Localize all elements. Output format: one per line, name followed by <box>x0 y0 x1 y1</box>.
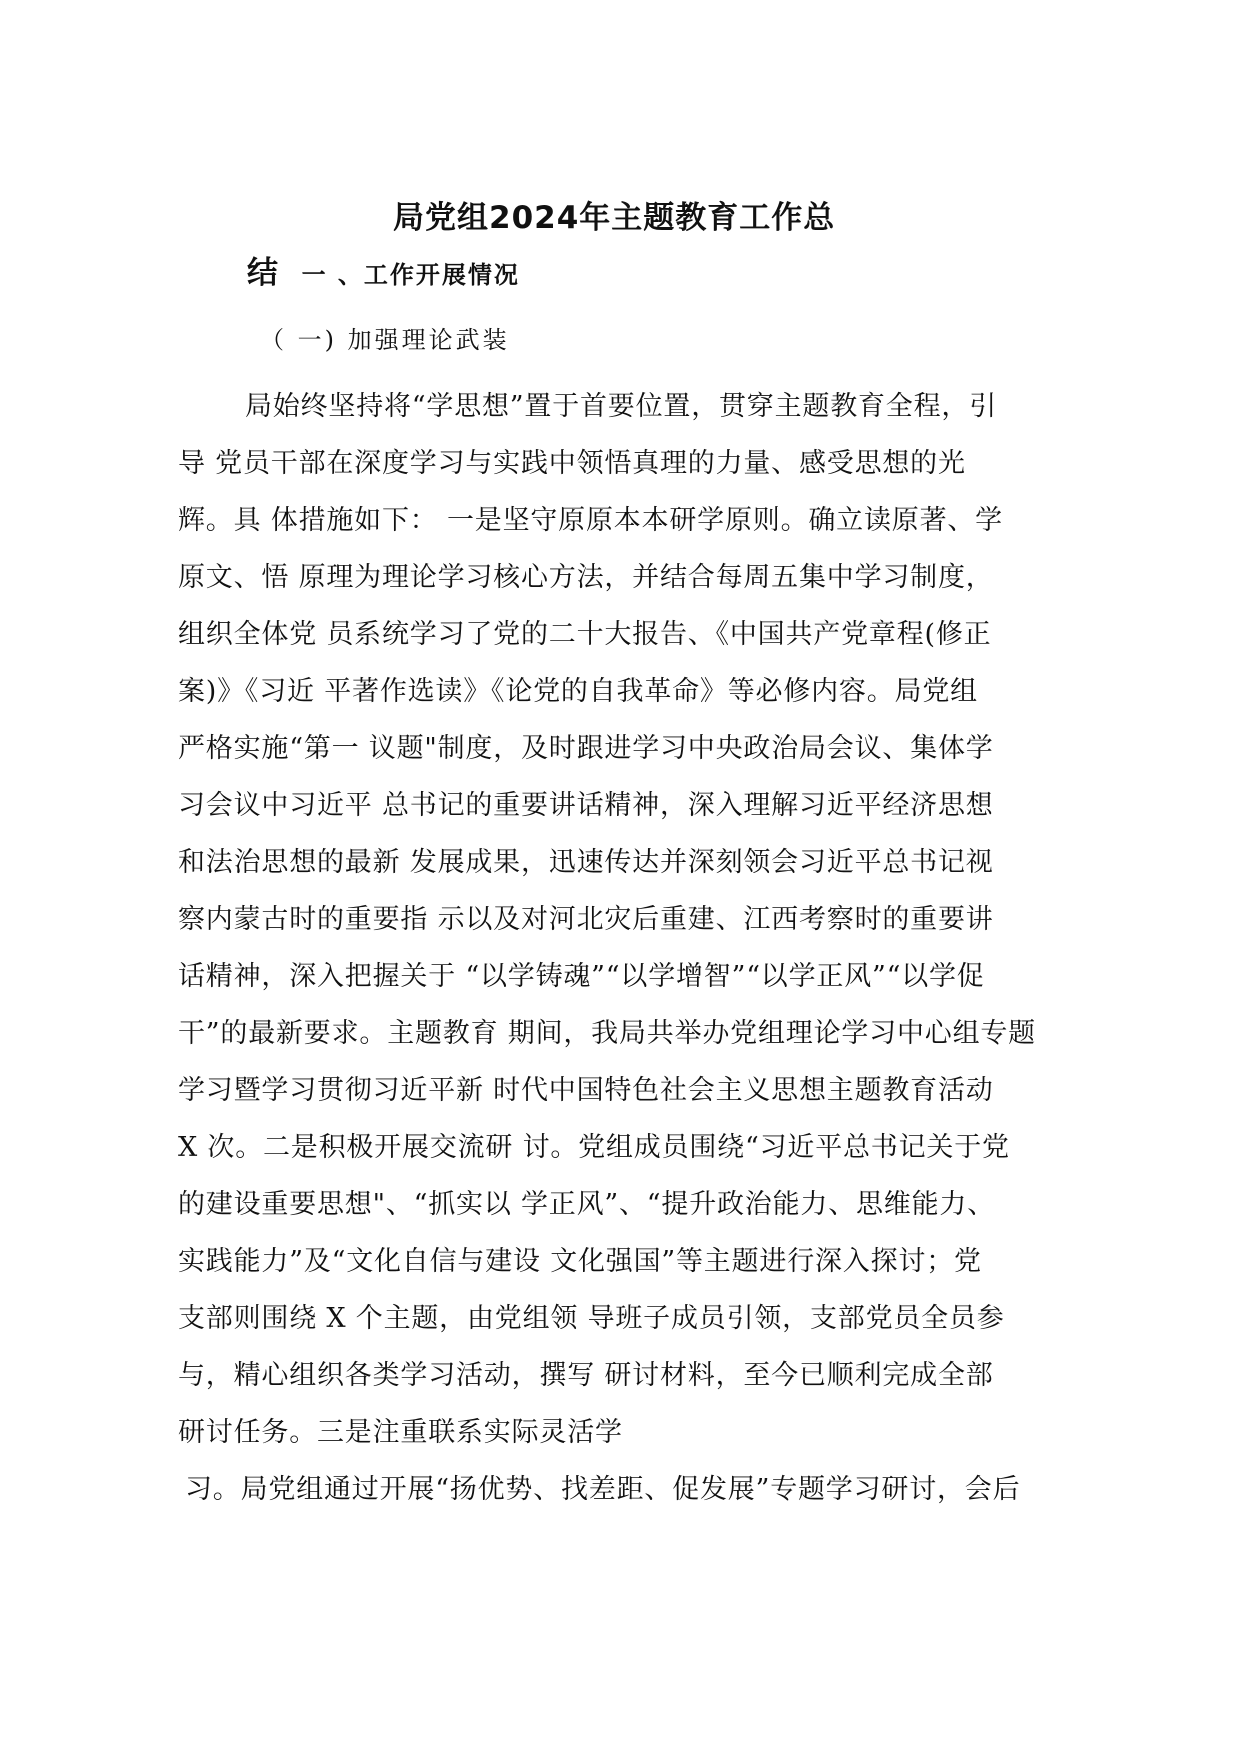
body-line: 的建设重要思想"、“抓实以 学正风”、“提升政治能力、思维能力、 <box>178 1189 996 1220</box>
document-title-continuation: 结 <box>247 255 278 291</box>
section-heading: 一 、工作开展情况 <box>301 261 520 289</box>
subsection-heading: （ 一) 加强理论武装 <box>260 326 510 354</box>
body-line: 察内蒙古时的重要指 示以及对河北灾后重建、江西考察时的重要讲 <box>178 904 994 935</box>
body-line: X 次。二是积极开展交流研 讨。党组成员围绕“习近平总书记关于党 <box>178 1132 1010 1163</box>
body-line: 和法治思想的最新 发展成果，迅速传达并深刻领会习近平总书记视 <box>178 847 994 878</box>
body-line: 导 党员干部在深度学习与实践中领悟真理的力量、感受思想的光 <box>178 448 966 479</box>
body-line: 原文、悟 原理为理论学习核心方法，并结合每周五集中学习制度， <box>178 562 994 593</box>
body-line: 组织全体党 员系统学习了党的二十大报告、《中国共产党章程(修正 <box>178 619 992 650</box>
body-line: 习会议中习近平 总书记的重要讲话精神，深入理解习近平经济思想 <box>178 790 994 821</box>
body-line: 话精神，深入把握关于 “以学铸魂”“以学增智”“以学正风”“以学促 <box>178 961 985 992</box>
body-line: 局始终坚持将“学思想”置于首要位置，贯穿主题教育全程，引 <box>245 391 998 422</box>
body-line: 实践能力”及“文化自信与建设 文化强国”等主题进行深入探讨；党 <box>178 1246 982 1277</box>
document-title: 局党组2024年主题教育工作总 <box>393 200 836 236</box>
body-line: 习。局党组通过开展“扬优势、找差距、促发展”专题学习研讨，会后 <box>185 1474 1021 1505</box>
body-line: 支部则围绕 X 个主题，由党组领 导班子成员引领，支部党员全员参 <box>178 1303 1005 1334</box>
body-line: 学习暨学习贯彻习近平新 时代中国特色社会主义思想主题教育活动 <box>178 1075 994 1106</box>
body-line: 与，精心组织各类学习活动，撰写 研讨材料，至今已顺利完成全部 <box>178 1360 994 1391</box>
title-continuation-row <box>247 247 520 292</box>
body-line: 干”的最新要求。主题教育 期间，我局共举办党组理论学习中心组专题 <box>178 1018 1036 1049</box>
body-line: 严格实施“第一 议题"制度，及时跟进学习中央政治局会议、集体学 <box>178 733 994 764</box>
body-line: 案)》《习近 平著作选读》《论党的自我革命》等必修内容。局党组 <box>178 676 978 707</box>
body-line: 辉。具 体措施如下： 一是坚守原原本本研学原则。确立读原著、学 <box>178 505 1003 536</box>
body-line: 研讨任务。三是注重联系实际灵活学 <box>178 1417 623 1448</box>
